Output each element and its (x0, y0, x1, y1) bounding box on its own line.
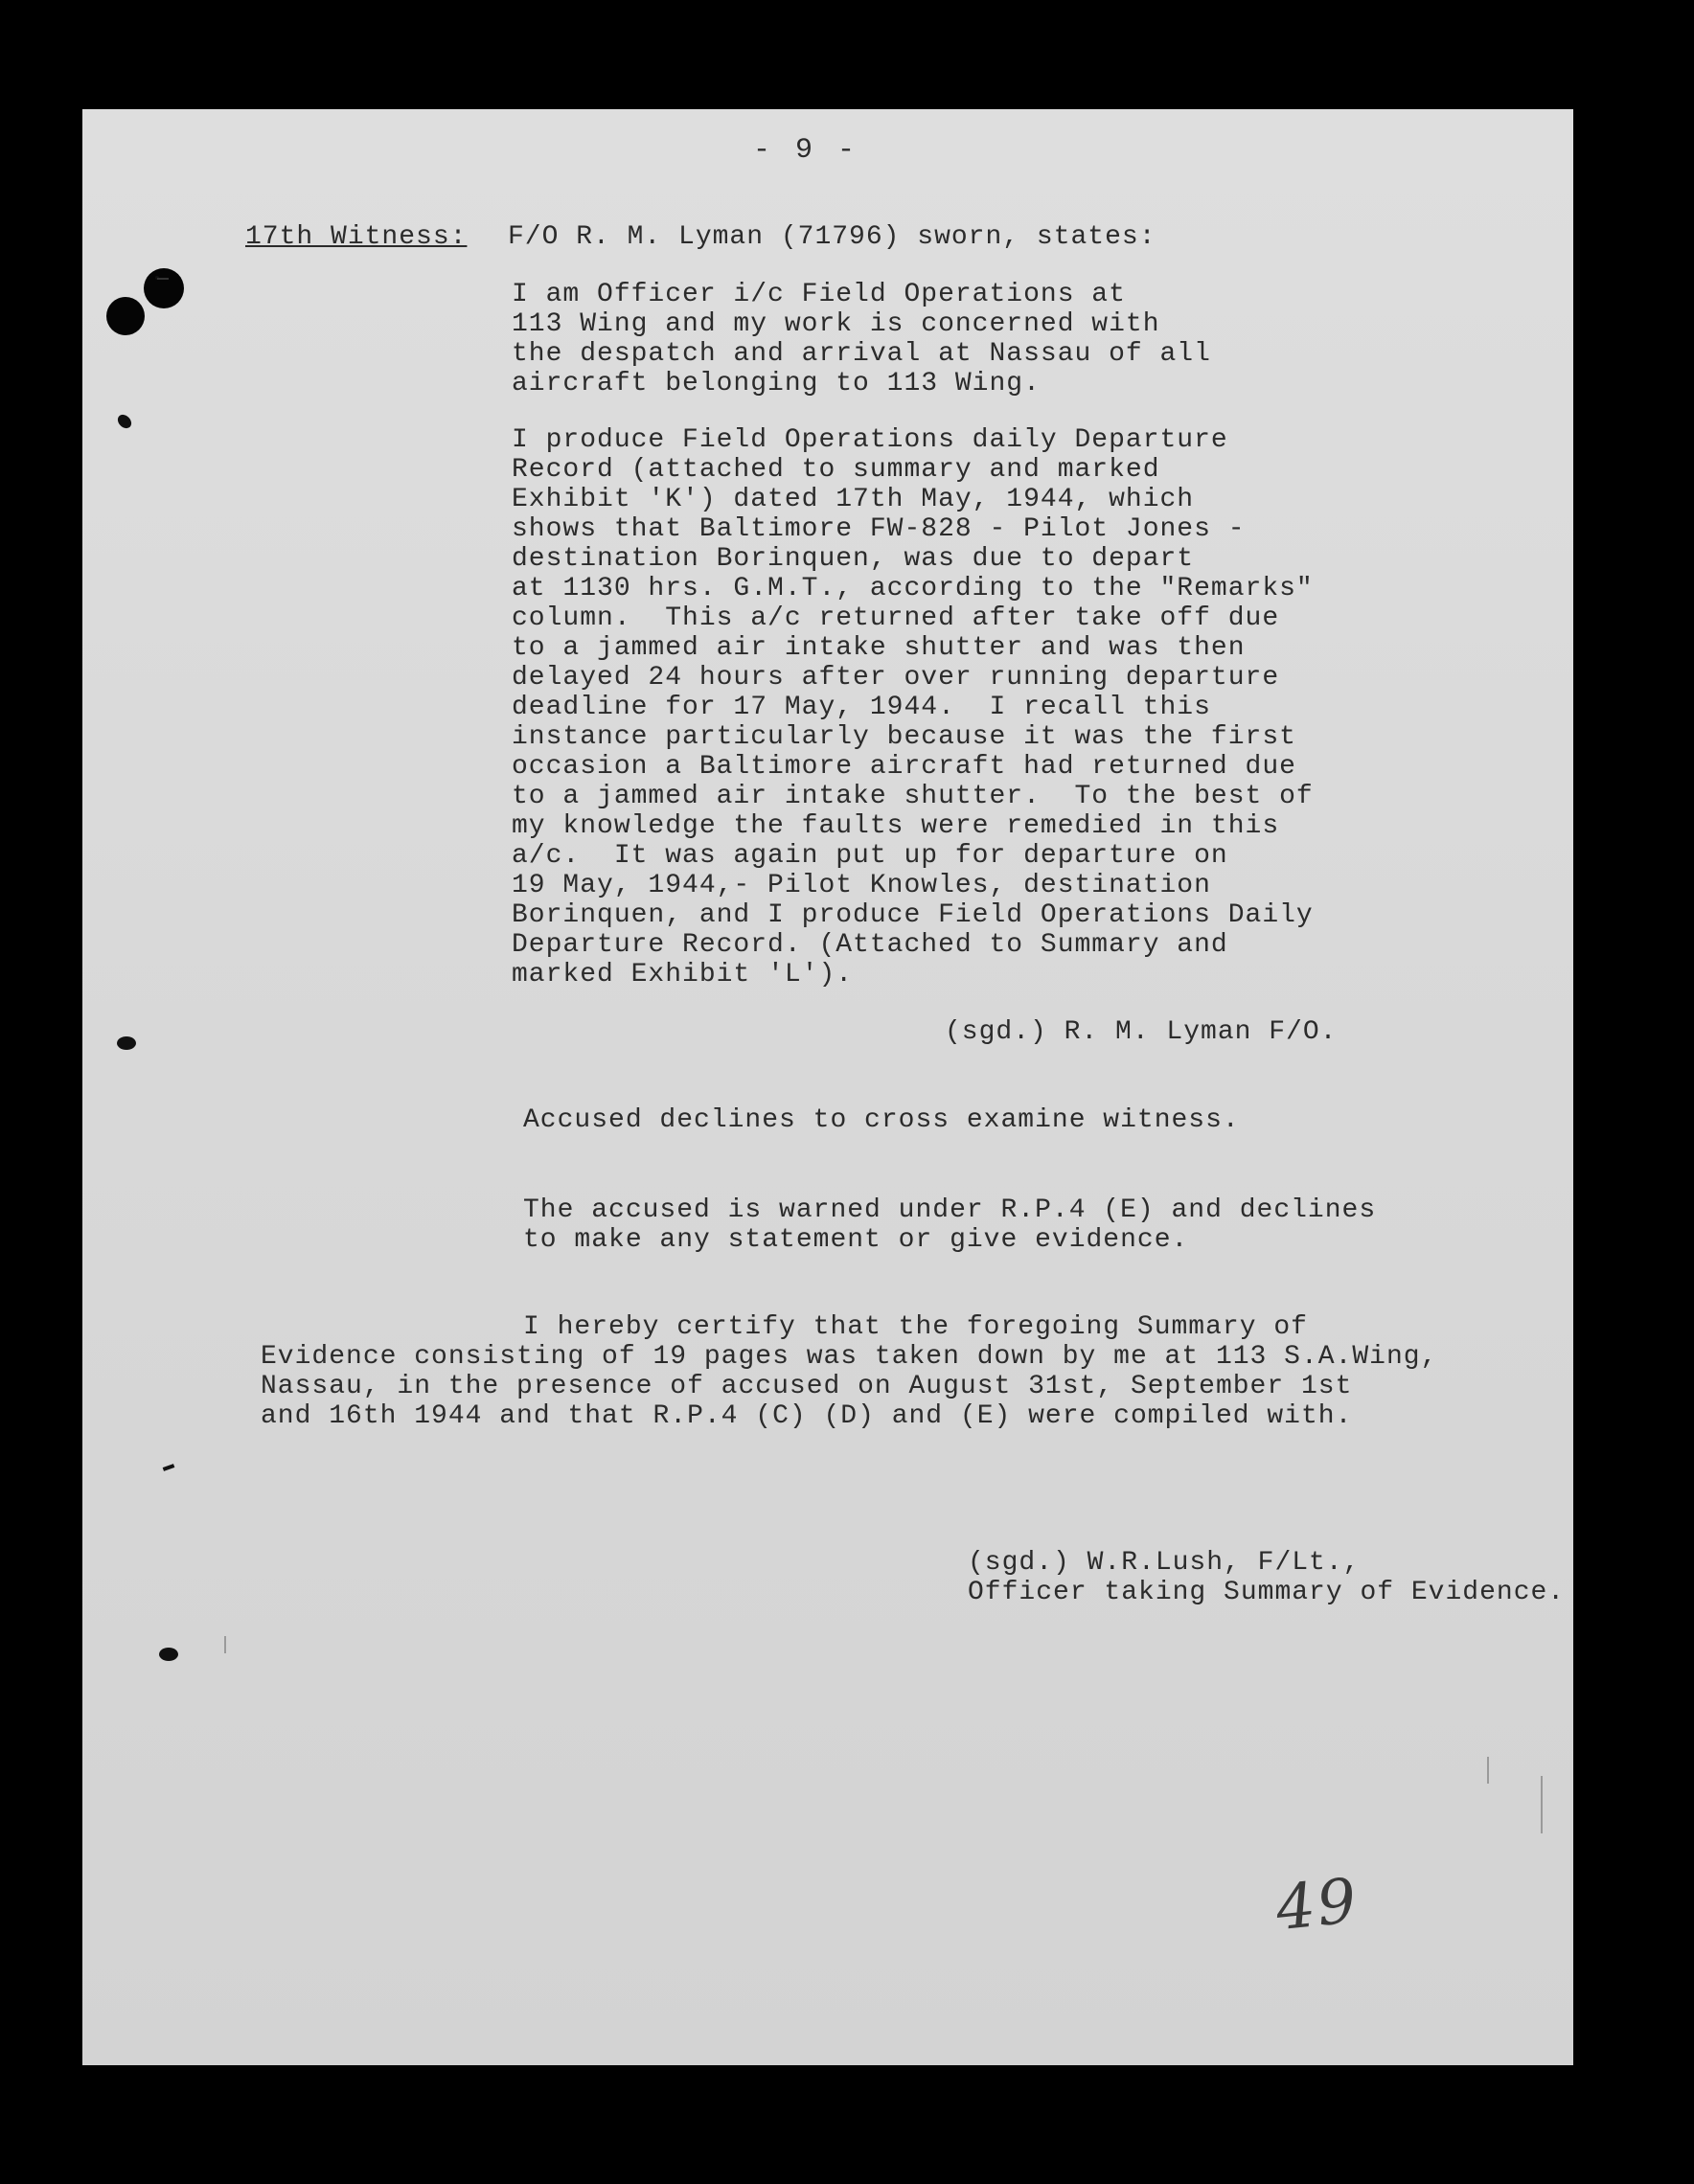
scratch-mark-3 (224, 1636, 226, 1653)
certification-first-line: I hereby certify that the foregoing Summary of (523, 1312, 1308, 1342)
statement-paragraph-1: I am Officer i/c Field Operations at 113 Wing and my work is concerned with the despatch and arrival at Nassau of all aircraft belonging to 113 Wing. (512, 280, 1211, 398)
warning-note: The accused is warned under R.P.4 (E) and declines to make any statement or give evidence. (523, 1195, 1377, 1255)
binder-mark-2 (117, 1036, 136, 1050)
witness-signature: (sgd.) R. M. Lyman F/O. (945, 1017, 1338, 1047)
handwritten-folio-number: 49 (1272, 1865, 1362, 1945)
scratch-mark-2 (1541, 1776, 1543, 1833)
certification-body: Evidence consisting of 19 pages was taken down by me at 113 S.A.Wing, Nassau, in the presence of accused on August 31st, September 1st and 16th 1944 and that R.P.4 (C) (D) and (E) were compiled with. (261, 1342, 1438, 1431)
punch-hole-top-1 (144, 268, 184, 308)
officer-title: Officer taking Summary of Evidence. (968, 1578, 1566, 1607)
cross-examination-note: Accused declines to cross examine witness. (523, 1105, 1240, 1135)
punch-hole-top-2 (106, 297, 145, 335)
officer-signature: (sgd.) W.R.Lush, F/Lt., (968, 1548, 1361, 1578)
binder-mark-3 (159, 1648, 178, 1661)
scratch-mark-1 (1487, 1757, 1489, 1784)
binder-mark-1 (115, 412, 134, 431)
speck-3 (157, 278, 169, 280)
speck-2 (163, 1464, 175, 1471)
document-page (82, 109, 1573, 2065)
witness-heading: F/O R. M. Lyman (71796) sworn, states: (508, 222, 1156, 252)
statement-paragraph-2: I produce Field Operations daily Departure Record (attached to summary and marked Exhibit 'K') dated 17th May, 1944, which shows that Baltimore FW-828 - Pilot Jones - destination Borinquen, was due to depart at 1130 hrs. G.M.T., according to the "Remarks" column. This a/c returned after take off due to a jammed air intake shutter and was then delayed 24 hours after over running departure deadline for 17 May, 1944. I recall this instance particularly because it was the first occasion a Baltimore aircraft had returned due to a jammed air intake shutter. To the best of my knowledge the faults were remedied in this a/c. It was again put up for departure on 19 May, 1944,- Pilot Knowles, destination Borinquen, and I produce Field Operations Daily Departure Record. (Attached to Summary and marked Exhibit 'L'). (512, 425, 1314, 990)
page-number: - 9 - (753, 134, 859, 167)
witness-label: 17th Witness: (245, 222, 468, 252)
